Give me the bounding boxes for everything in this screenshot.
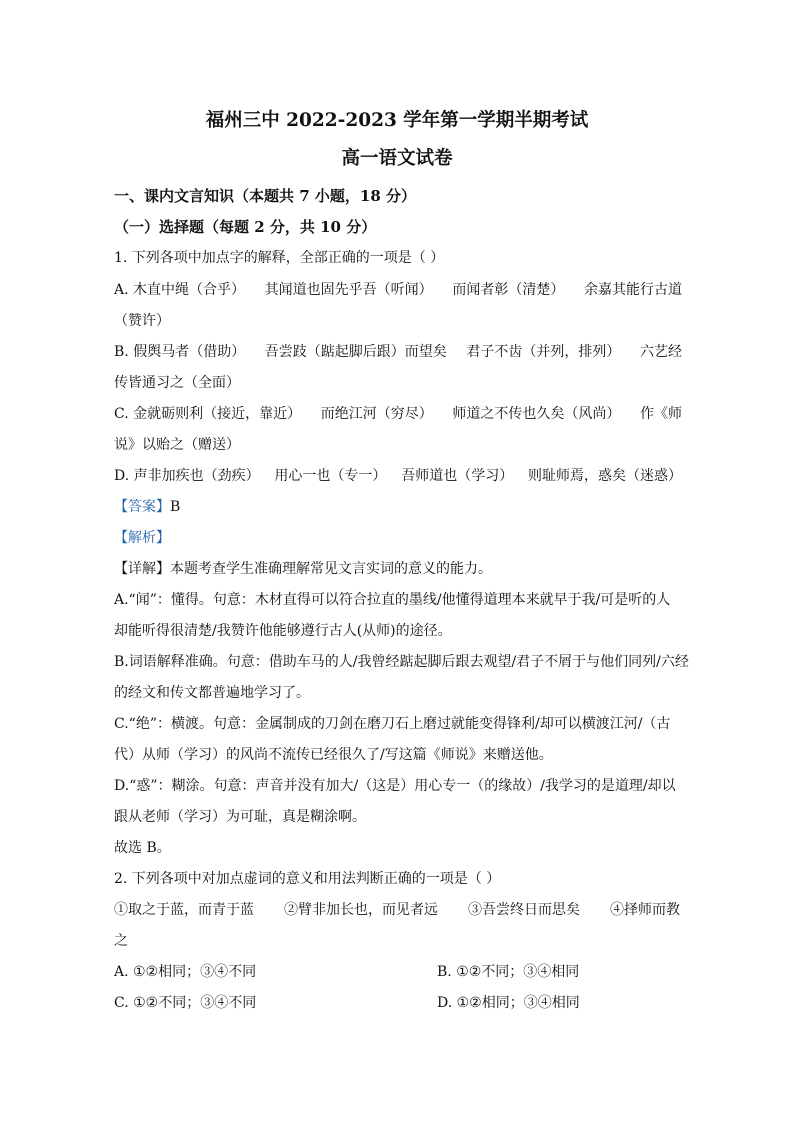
option-b-item-4: 六艺经	[639, 344, 682, 360]
option-d-item-3: 吾师道也（学习）	[401, 468, 514, 484]
option-c-continuation: 说》以贻之（赠送）	[114, 437, 240, 453]
option-a-continuation: （赞许）	[114, 313, 170, 329]
section-subheading: （一）选择题（每题 2 分，共 10 分）	[114, 218, 377, 236]
option-b-item-3: 君子不齿（并列，排列）	[466, 344, 621, 360]
exam-subtitle: 高一语文试卷	[341, 148, 453, 169]
detail-tag: 【详解】	[114, 561, 170, 577]
question-1-option-b	[114, 342, 682, 362]
explanation-c-line-2: 代）从师（学习）的风尚不流传已经很久了/写这篇《师说》来赠送他。	[114, 747, 553, 763]
question-2-item-3: ③吾尝终日而思矣	[468, 902, 580, 918]
question-2-option-a: A. ①②相同；③④不同	[114, 964, 257, 980]
explanation-d-line-1: D.“惑”：糊涂。句意：声音并没有加大/（这是）用心专一（的缘故）/我学习的是道理/却以	[114, 778, 676, 794]
option-b-item-2: 吾尝跂（踮起脚后跟）而望矣	[264, 344, 447, 360]
question-2-item-2: ②臂非加长也，而见者远	[284, 902, 438, 918]
question-2-item-1: ①取之于蓝，而青于蓝	[114, 902, 254, 918]
detail-line	[114, 559, 492, 579]
question-2-stem: 2. 下列各项中对加点虚词的意义和用法判断正确的一项是（ ）	[114, 871, 501, 887]
conclusion: 故选 B。	[114, 840, 171, 856]
question-1-option-a	[114, 280, 682, 300]
option-c-item-2: 而绝江河（穷尽）	[320, 406, 433, 422]
option-d-item-2: 用心一也（专一）	[274, 468, 387, 484]
option-c-item-1: C. 金就砺则利（接近，靠近）	[114, 406, 302, 422]
option-a-item-2: 其闻道也固先乎吾（听闻）	[264, 282, 433, 298]
question-2-option-c: C. ①②不同；③④不同	[114, 995, 257, 1011]
exam-title: 福州三中 2022-2023 学年第一学期半期考试	[205, 110, 589, 131]
question-2-option-d: D. ①②相同；③④相同	[437, 995, 580, 1011]
question-1-stem: 1. 下列各项中加点字的解释，全部正确的一项是（ ）	[114, 250, 445, 266]
answer-tag: 【答案】	[114, 499, 170, 515]
explanation-b-line-1: B.词语解释准确。句意：借助车马的人/我曾经踮起脚后跟去观望/君子不屑于与他们同列/六经	[114, 654, 689, 670]
answer-line	[114, 497, 180, 517]
question-1-option-d	[114, 466, 682, 486]
option-c-item-3: 师道之不传也久矣（风尚）	[452, 406, 621, 422]
question-2-item-4: ④择师而教	[610, 902, 680, 918]
explanation-a-line-2: 却能听得很清楚/我赞许他能够遵行古人(从师)的途径。	[114, 623, 452, 639]
question-2-option-b: B. ①②不同；③④相同	[437, 964, 580, 980]
section-heading: 一、课内文言知识（本题共 7 小题，18 分）	[114, 187, 416, 205]
option-a-item-4: 余嘉其能行古道	[583, 282, 682, 298]
question-1-option-c	[114, 404, 682, 424]
analysis-tag: 【解析】	[114, 530, 170, 546]
option-b-item-1: B. 假舆马者（借助）	[114, 344, 246, 360]
question-2-items	[114, 900, 680, 920]
explanation-b-line-2: 的经文和传文都普遍地学习了。	[114, 685, 310, 701]
explanation-a-line-1: A.“闻”：懂得。句意：木材直得可以符合拉直的墨线/他懂得道理本来就早于我/可是听的人	[114, 592, 671, 608]
explanation-c-line-1: C.“绝”：横渡。句意：金属制成的刀剑在磨刀石上磨过就能变得锋利/却可以横渡江河/（古	[114, 716, 671, 732]
option-d-item-1: D. 声非加疾也（劲疾）	[114, 468, 260, 484]
answer-value: B	[170, 499, 181, 515]
option-b-continuation: 传皆通习之（全面）	[114, 375, 240, 391]
explanation-d-line-2: 跟从老师（学习）为可耻，真是糊涂啊。	[114, 809, 366, 825]
question-2-items-continuation: 之	[114, 933, 128, 949]
option-d-item-4: 则耻师焉，惑矣（迷惑）	[527, 468, 682, 484]
option-a-item-1: A. 木直中绳（合乎）	[114, 282, 246, 298]
option-a-item-3: 而闻者彰（清楚）	[452, 282, 565, 298]
option-c-item-4: 作《师	[640, 406, 682, 422]
detail-text: 本题考查学生准确理解常见文言实词的意义的能力。	[170, 561, 492, 577]
